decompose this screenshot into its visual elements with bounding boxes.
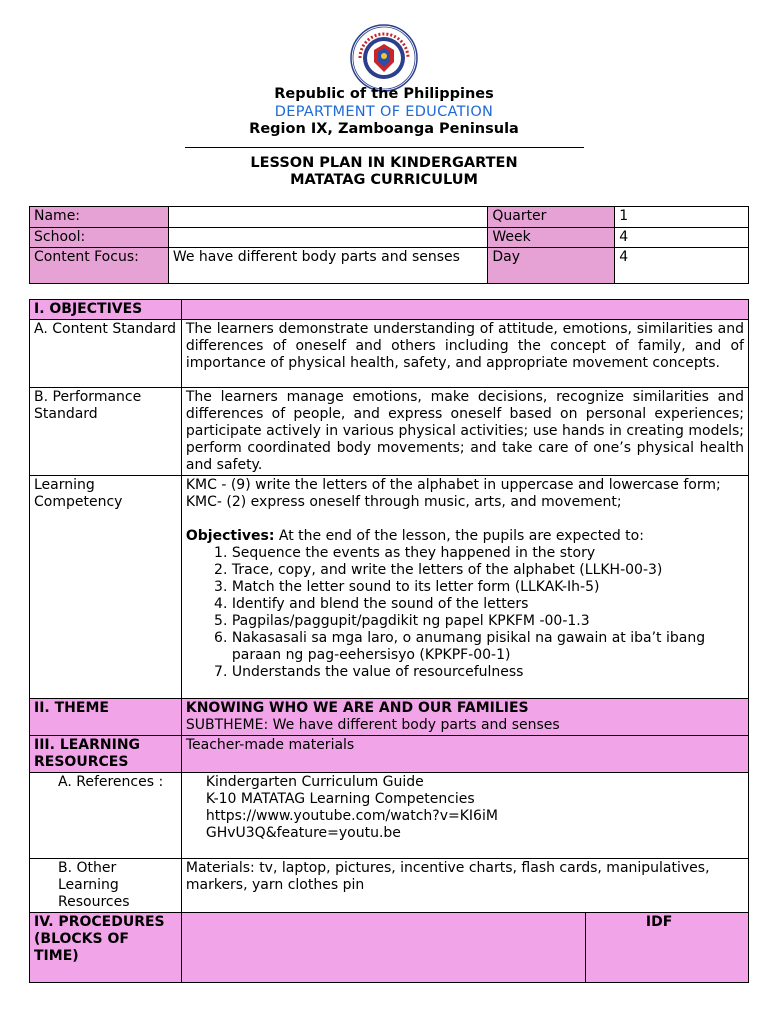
region-name: Region IX, Zamboanga Peninsula bbox=[249, 121, 519, 137]
reference-item: Kindergarten Curriculum Guide bbox=[205, 774, 424, 790]
procedures-blank bbox=[181, 913, 585, 983]
theme-label: II. THEME bbox=[30, 699, 182, 736]
name-value bbox=[168, 207, 488, 228]
curriculum-title: MATATAG CURRICULUM bbox=[290, 172, 478, 188]
objectives-heading: I. OBJECTIVES bbox=[30, 300, 182, 320]
week-label: Week bbox=[488, 228, 615, 248]
content-standard-text: The learners demonstrate understanding of attitude, emotions, similarities and differences of oneself and others including the concept of family, and of importance of physical health, safety, and appropriate movement concepts. bbox=[181, 320, 748, 388]
objective-item: 5. Pagpilas/paggupit/pagdikit ng papel KPKFM -00-1.3 bbox=[232, 613, 744, 630]
other-resources-label: B. Other Learning Resources bbox=[30, 859, 182, 913]
theme-value: KNOWING WHO WE ARE AND OUR FAMILIES bbox=[185, 700, 529, 716]
competency-item: KMC - (9) write the letters of the alphabet in uppercase and lowercase form; bbox=[185, 477, 721, 493]
school-label: School: bbox=[30, 228, 169, 248]
content-focus-value: We have different body parts and senses bbox=[168, 248, 488, 284]
objective-item: 2. Trace, copy, and write the letters of the alphabet (LLKH-00-3) bbox=[232, 562, 744, 579]
content-focus-label: Content Focus: bbox=[30, 248, 169, 284]
learning-competency-label: Learning Competency bbox=[30, 476, 182, 699]
day-value: 4 bbox=[615, 248, 749, 284]
idf-label: IDF bbox=[586, 913, 749, 983]
competency-item: KMC- (2) express oneself through music, arts, and movement; bbox=[185, 494, 622, 510]
content-standard-label: A. Content Standard bbox=[30, 320, 182, 388]
procedures-label: IV. PROCEDURES (BLOCKS OF TIME) bbox=[30, 913, 182, 983]
reference-item: K-10 MATATAG Learning Competencies bbox=[205, 791, 475, 807]
day-label: Day bbox=[488, 248, 615, 284]
subtheme-value: SUBTHEME: We have different body parts and senses bbox=[185, 717, 560, 733]
lesson-plan-table bbox=[29, 299, 749, 983]
other-resources-value: Materials: tv, laptop, pictures, incentive charts, flash cards, manipulatives, markers, yarn clothes pin bbox=[181, 859, 748, 913]
objectives-heading-blank bbox=[181, 300, 748, 320]
header-divider bbox=[185, 147, 584, 148]
learning-competency-cell bbox=[181, 476, 748, 699]
lesson-plan-title: LESSON PLAN IN KINDERGARTEN bbox=[250, 155, 518, 171]
department-name: DEPARTMENT OF EDUCATION bbox=[274, 104, 494, 120]
theme-cell bbox=[181, 699, 748, 736]
objective-item: 3. Match the letter sound to its letter form (LLKAK-Ih-5) bbox=[232, 579, 744, 596]
deped-seal-logo bbox=[350, 24, 418, 92]
references-cell bbox=[181, 773, 748, 859]
objective-item: 6. Nakasasali sa mga laro, o anumang pisikal na gawain at iba’t ibang paraan ng pag-eehersisyo (KPKPF-00-1) bbox=[232, 630, 744, 664]
quarter-label: Quarter bbox=[488, 207, 615, 228]
reference-link[interactable]: https://www.youtube.com/watch?v=KI6iMGHvU3Q&feature=youtu.be bbox=[205, 808, 498, 841]
objectives-intro bbox=[186, 528, 744, 545]
name-label: Name: bbox=[30, 207, 169, 228]
learning-resources-value: Teacher-made materials bbox=[181, 736, 748, 773]
performance-standard-label: B. Performance Standard bbox=[30, 388, 182, 476]
objectives-list bbox=[186, 545, 744, 681]
objective-item: 1. Sequence the events as they happened in the story bbox=[232, 545, 744, 562]
references-label: A. References : bbox=[30, 773, 182, 859]
objectives-intro-text: At the end of the lesson, the pupils are expected to: bbox=[274, 528, 644, 544]
lesson-info-table bbox=[29, 206, 749, 284]
performance-standard-text: The learners manage emotions, make decisions, recognize similarities and differences of people, and express oneself based on personal experiences; participate actively in various physical activities; use hands in creating models; perform coordinated body movements; and take care of one’s physical health and safety. bbox=[181, 388, 748, 476]
quarter-value: 1 bbox=[615, 207, 749, 228]
objective-item: 7. Understands the value of resourcefulness bbox=[232, 664, 744, 681]
country-name: Republic of the Philippines bbox=[274, 86, 494, 102]
week-value: 4 bbox=[615, 228, 749, 248]
objectives-bold-label: Objectives: bbox=[185, 528, 275, 544]
learning-resources-label: III. LEARNING RESOURCES bbox=[30, 736, 182, 773]
school-value bbox=[168, 228, 488, 248]
objective-item: 4. Identify and blend the sound of the letters bbox=[232, 596, 744, 613]
